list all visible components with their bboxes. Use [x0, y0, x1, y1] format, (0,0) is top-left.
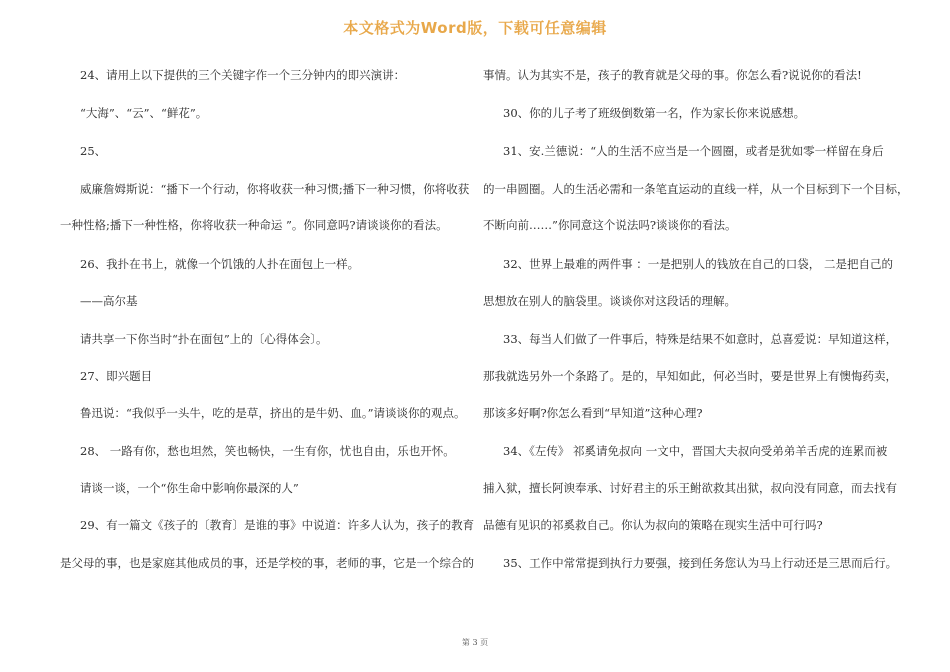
- paragraph-line: 品德有见识的祁奚救自己。你认为叔向的策略在现实生活中可行吗?: [483, 518, 823, 532]
- paragraph-line: 请谈一谈，一个“你生命中影响你最深的人”: [80, 481, 299, 495]
- paragraph-line: 事情。认为其实不是，孩子的教育就是父母的事。你怎么看?说说你的看法!: [483, 68, 862, 82]
- page-number: 第 3 页: [461, 638, 489, 647]
- paragraph-line: “大海”、“云”、“鲜花”。: [80, 106, 208, 120]
- paragraph-line: 是父母的事，也是家庭其他成员的事，还是学校的事，老师的事，它是一个综合的: [60, 556, 474, 570]
- paragraph-line: 请共享一下你当时“扑在面包”上的〔心得体会〕。: [80, 332, 328, 346]
- paragraph-line: 29、有一篇文《孩子的〔教育〕是谁的事》中说道：许多人认为，孩子的教育: [80, 518, 475, 532]
- paragraph-line: 思想放在别人的脑袋里。谈谈你对这段话的理解。: [483, 294, 736, 308]
- paragraph-line: 33、每当人们做了一件事后，特殊是结果不如意时，总喜爱说：早知道这样，: [503, 332, 898, 346]
- paragraph-line: 32、世界上最难的两件事 ：一是把别人的钱放在自己的口袋， 二是把自己的: [503, 257, 893, 271]
- paragraph-line: 鲁迅说：“我似乎一头牛，吃的是草，挤出的是牛奶、血。”请谈谈你的观点。: [80, 406, 466, 420]
- paragraph-line: 34、《左传》 祁奚请免叔向 一文中，晋国大夫叔向受弟弟羊舌虎的连累而被: [503, 444, 888, 458]
- paragraph-line: 26、我扑在书上，就像一个饥饿的人扑在面包上一样。: [80, 257, 360, 271]
- paragraph-line: 30、你的儿子考了班级倒数第一名，作为家长你来说感想。: [503, 106, 806, 120]
- paragraph-line: 35、工作中常常提到执行力要强，接到任务您认为马上行动还是三思而后行。: [503, 556, 898, 570]
- paragraph-line: 27、即兴题目: [80, 369, 153, 383]
- paragraph-line: 28、 一路有你，愁也坦然，笑也畅快，一生有你，忧也自由，乐也开怀。: [80, 444, 455, 458]
- paragraph-line: 那该多好啊?你怎么看到“早知道”这种心理?: [483, 406, 703, 420]
- paragraph-line: 一种性格;播下一种性格，你将收获一种命运 ”。你同意吗?请谈谈你的看法。: [60, 218, 448, 232]
- paragraph-line: ——高尔基: [80, 294, 138, 308]
- paragraph-line: 的一串圆圈。人的生活必需和一条笔直运动的直线一样，从一个目标到下一个目标，: [483, 182, 909, 196]
- document-banner: 本文格式为Word版，下载可任意编辑: [343, 19, 607, 37]
- paragraph-line: 不断向前……”你同意这个说法吗?谈谈你的看法。: [483, 218, 737, 232]
- paragraph-line: 那我就选另外一个条路了。是的，早知如此，何必当时，要是世界上有懊悔药卖，: [483, 369, 897, 383]
- paragraph-line: 威廉詹姆斯说：“播下一个行动，你将收获一种习惯;播下一种习惯，你将收获: [80, 182, 470, 196]
- paragraph-line: 25、: [80, 144, 107, 158]
- paragraph-line: 31、安.兰德说：“人的生活不应当是一个圆圈，或者是犹如零一样留在身后: [503, 144, 884, 158]
- paragraph-line: 捕入狱，擅长阿谀奉承、讨好君主的乐王鲋欲救其出狱，叔向没有同意，而去找有: [483, 481, 897, 495]
- paragraph-line: 24、请用上以下提供的三个关键字作一个三分钟内的即兴演讲：: [80, 68, 406, 82]
